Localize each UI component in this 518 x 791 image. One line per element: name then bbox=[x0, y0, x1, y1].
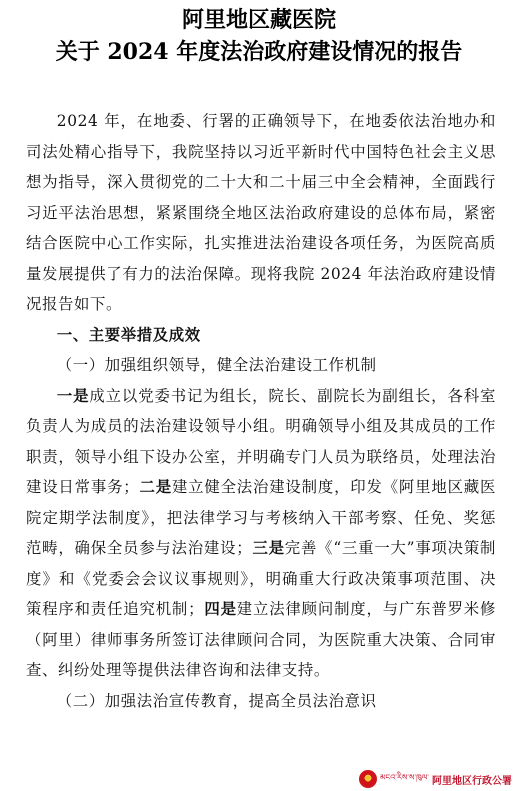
document-body bbox=[26, 106, 496, 716]
document-title-line1: 阿里地区藏医院 bbox=[181, 7, 336, 33]
footer-watermark bbox=[359, 769, 512, 789]
measure-text-1: 成立以党委书记为组长，院长、副院长为副组长，各科室负责人为成员的法治建设领导小组。明确领导小组及其成员的工作职责，领导小组下设办公室，并明确专门人员为联络员，处理法治建设日常事务； bbox=[26, 386, 496, 496]
lead-second: 二是 bbox=[139, 478, 172, 496]
intro-paragraph: 2024 年，在地委、行署的正确领导下，在地委依法治地办和司法处精心指导下，我院坚持以习近平新时代中国特色社会主义思想为指导，深入贯彻党的二十大和二十届三中全会精神，全面践行习近平法治思想，紧紧围绕全地区法治政府建设的总体布局，紧密结合医院中心工作实际，扎实推进法治建设各项任务，为医院高质量发展提供了有力的法治保障。现将我院 2024 年法治政府建设情况报告如下。 bbox=[26, 112, 496, 313]
lead-fourth: 四是 bbox=[204, 600, 237, 618]
national-emblem-icon bbox=[359, 770, 377, 788]
measures-paragraph bbox=[26, 381, 496, 686]
lead-first: 一是 bbox=[56, 386, 90, 405]
measure-text-3: 完善《“三重一大”事项决策制度》和《党委会会议议事规则》，明确重大行政决策事项范围、决策程序和责任追究机制； bbox=[26, 539, 497, 618]
section1-heading: 一、主要举措及成效 bbox=[56, 325, 201, 344]
footer-brand-text: 阿里地区行政公署 bbox=[432, 775, 512, 787]
lead-third: 三是 bbox=[252, 539, 285, 557]
footer-tibetan-text: མངའ་རིས་ས་ཁུལ་ bbox=[379, 772, 429, 782]
document-title-line2: 关于 2024 年度法治政府建设情况的报告 bbox=[55, 39, 463, 65]
sub2-heading: （二）加强法治宣传教育，提高全员法治意识 bbox=[56, 691, 377, 710]
measure-text-2: 建立健全法治建设制度，印发《阿里地区藏医院定期学法制度》，把法律学习与考核纳入干部考察、任免、奖惩范畴，确保全员参与法治建设； bbox=[26, 478, 496, 557]
measure-text-4: 建立法律顾问制度，与广东普罗米修（阿里）律师事务所签订法律顾问合同，为医院重大决策、合同审查、纠纷处理等提供法律咨询和法律支持。 bbox=[26, 600, 496, 679]
sub1-heading: （一）加强组织领导，健全法治建设工作机制 bbox=[56, 356, 377, 374]
